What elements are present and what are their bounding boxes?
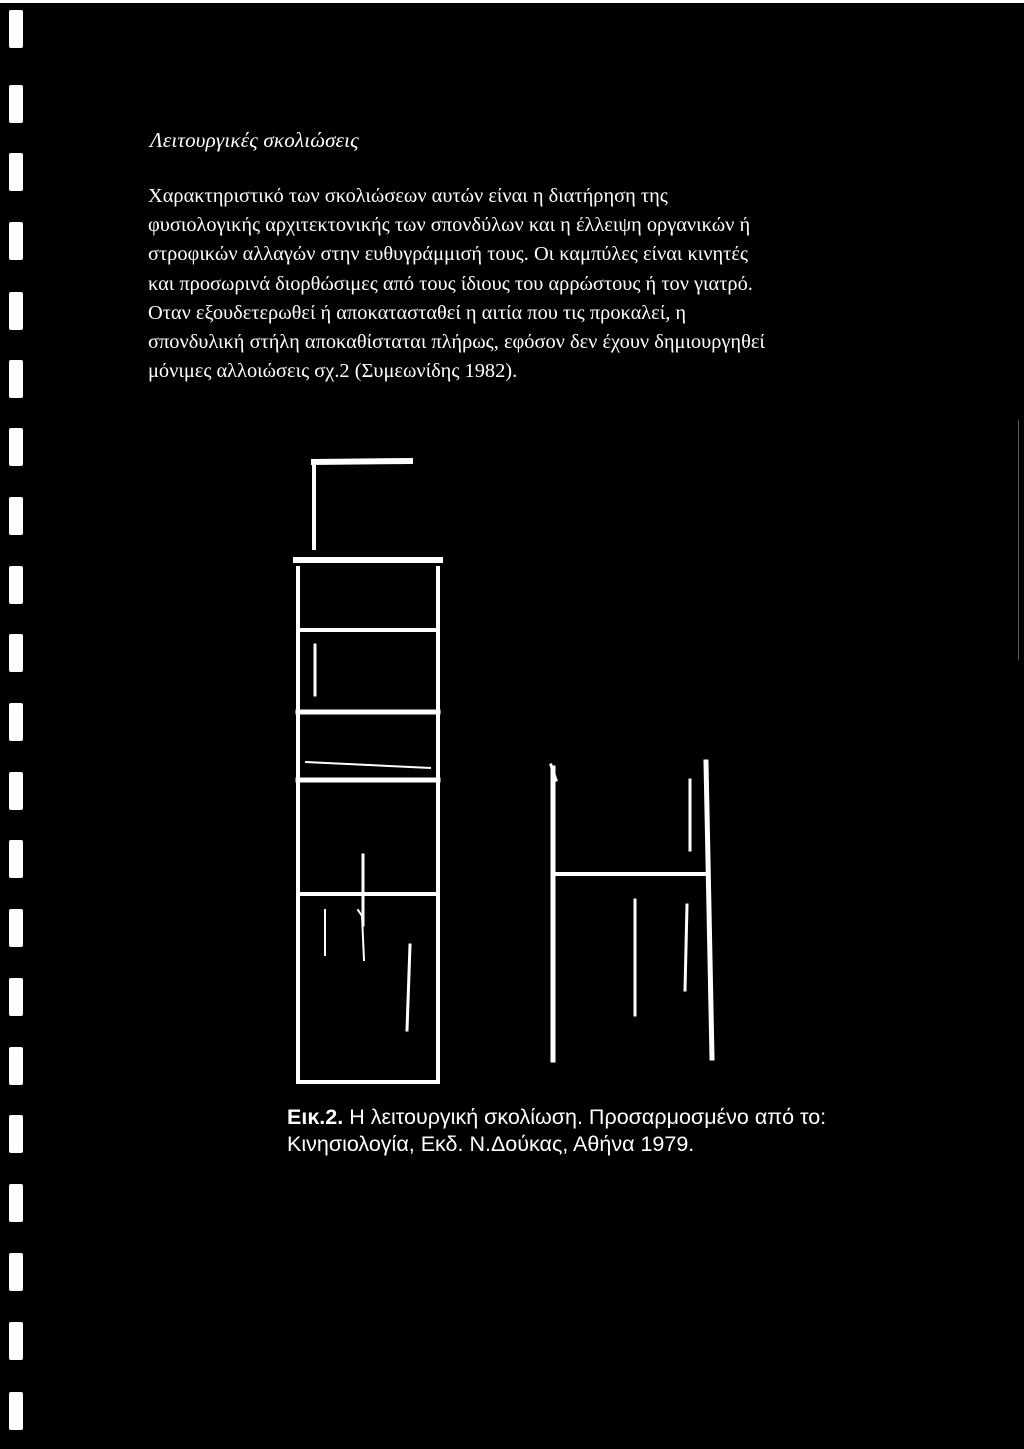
punch-hole [9,10,23,48]
section-heading: Λειτουργικές σκολιώσεις [150,128,359,152]
paragraph-line: μόνιμες αλλοιώσεις σχ.2 (Συμεωνίδης 1982). [148,360,518,383]
paragraph-line: και προσωρινά διορθώσιμες από τους ίδιους του αρρώστους ή τον γιατρό. [148,272,753,295]
punch-hole [9,703,23,741]
punch-hole [9,428,23,466]
punch-hole [9,978,23,1016]
top-border-line [0,0,1024,3]
punch-hole [9,222,23,260]
figure-left-cap [314,462,410,548]
punch-hole [9,909,23,947]
punch-hole [9,566,23,604]
figure-right-inner-mark [685,905,687,990]
paragraph-line: Χαρακτηριστικό των σκολιώσεων αυτών είναι η διατήρηση της [148,185,668,207]
figure-caption [287,1104,826,1158]
paragraph-line: Οταν εξουδετερωθεί ή αποκατασταθεί η αιτία που τις προκαλεί, η [148,301,687,324]
caption-line-1 [287,1104,826,1131]
caption-line-1-text: Η λειτουργική σκολίωση. Προσαρμοσμένο από το: [343,1105,827,1129]
punch-hole [9,634,23,672]
figure-left-inner-mark [407,945,410,1030]
right-edge-line [1018,420,1019,660]
punch-hole [9,497,23,535]
body-paragraph [148,182,868,386]
punch-hole [9,1184,23,1222]
paragraph-line: φυσιολογικής αρχιτεκτονικής των σπονδύλων και η έλλειψη οργανικών ή [148,214,751,237]
punch-hole [9,1047,23,1085]
punch-hole [9,360,23,398]
punch-hole [9,840,23,878]
punch-hole [9,772,23,810]
figure-left-cap-top [314,461,410,462]
punch-hole [9,153,23,191]
punch-hole [9,1392,23,1430]
paragraph-line: σπονδυλική στήλη αποκαθίσταται πλήρως, εφόσον δεν έχουν δημιουργηθεί [148,331,765,354]
figure-right-right-post [706,762,712,1058]
punch-hole [9,1115,23,1153]
punch-hole [9,1322,23,1360]
figure-left-inner-mark [306,762,430,768]
punch-hole [9,1253,23,1291]
punch-hole [9,85,23,123]
paragraph-line: στροφικών αλλαγών στην ευθυγράμμισή τους. Οι καμπύλες είναι κινητές [148,243,748,266]
punch-hole [9,292,23,330]
scoliosis-figure [270,450,730,1100]
caption-line-2: Κινησιολογία, Εκδ. Ν.Δούκας, Αθήνα 1979. [287,1132,695,1156]
figure-left-outer-box [298,568,438,1082]
caption-label: Εικ.2. [287,1105,344,1129]
